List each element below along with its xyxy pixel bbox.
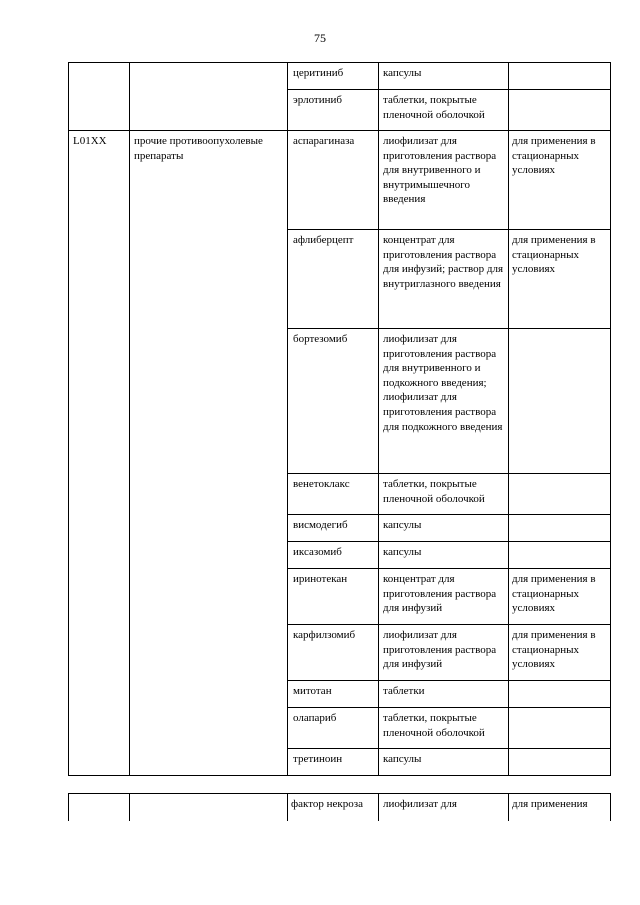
- note-cell: [509, 474, 611, 515]
- code-cell: [69, 63, 130, 131]
- page-number: 75: [314, 31, 326, 45]
- drug-name-cell: церитиниб: [288, 63, 379, 90]
- dosage-form-cell: таблетки, покрытые пленочной оболочкой: [379, 708, 509, 749]
- dosage-form-cell: таблетки, покрытые пленочной оболочкой: [379, 90, 509, 131]
- dosage-form-cell: лиофилизат для: [379, 794, 509, 822]
- note-cell: [509, 90, 611, 131]
- dosage-form-cell: капсулы: [379, 749, 509, 776]
- drug-table-continuation: [68, 793, 611, 821]
- note-cell: [509, 749, 611, 776]
- dosage-form-cell: таблетки: [379, 681, 509, 708]
- table-row: [69, 63, 611, 90]
- drug-name-cell: эрлотиниб: [288, 90, 379, 131]
- drug-name-cell: фактор некроза: [288, 794, 379, 822]
- code-cell: [69, 794, 130, 822]
- dosage-form-cell: лиофилизат для приготовления раствора для инфузий: [379, 625, 509, 681]
- dosage-form-cell: концентрат для приготовления раствора для инфузий; раствор для внутриглазного введения: [379, 230, 509, 329]
- drug-name-cell: венетоклакс: [288, 474, 379, 515]
- dosage-form-cell: концентрат для приготовления раствора для инфузий: [379, 569, 509, 625]
- group-name-cell: [130, 63, 288, 131]
- dosage-form-cell: лиофилизат для приготовления раствора для внутривенного и подкожного введения; лиофилизат для приготовления раствора для подкожного введения: [379, 329, 509, 474]
- atc-code-cell: L01XX: [69, 131, 130, 776]
- drug-name-cell: иринотекан: [288, 569, 379, 625]
- drug-name-cell: карфилзомиб: [288, 625, 379, 681]
- table-row: [69, 794, 611, 822]
- note-cell: для применения в стационарных условиях: [509, 569, 611, 625]
- drug-name-cell: висмодегиб: [288, 515, 379, 542]
- drug-name-cell: олапариб: [288, 708, 379, 749]
- dosage-form-cell: капсулы: [379, 63, 509, 90]
- note-cell: для применения в стационарных условиях: [509, 131, 611, 230]
- note-cell: [509, 329, 611, 474]
- drug-name-cell: бортезомиб: [288, 329, 379, 474]
- drug-name-cell: аспарагиназа: [288, 131, 379, 230]
- note-cell: [509, 542, 611, 569]
- drug-table: [68, 62, 611, 776]
- note-cell: [509, 515, 611, 542]
- note-cell: [509, 63, 611, 90]
- atc-group-name-cell: прочие противоопухолевые препараты: [130, 131, 288, 776]
- drug-name-cell: афлиберцепт: [288, 230, 379, 329]
- note-cell: для применения: [509, 794, 611, 822]
- dosage-form-cell: таблетки, покрытые пленочной оболочкой: [379, 474, 509, 515]
- dosage-form-cell: капсулы: [379, 515, 509, 542]
- table-row: [69, 131, 611, 230]
- group-name-cell: [130, 794, 288, 822]
- note-cell: для применения в стационарных условиях: [509, 230, 611, 329]
- note-cell: [509, 708, 611, 749]
- drug-name-cell: иксазомиб: [288, 542, 379, 569]
- note-cell: для применения в стационарных условиях: [509, 625, 611, 681]
- drug-name-cell: третиноин: [288, 749, 379, 776]
- dosage-form-cell: лиофилизат для приготовления раствора для внутривенного и внутримышечного введения: [379, 131, 509, 230]
- note-cell: [509, 681, 611, 708]
- dosage-form-cell: капсулы: [379, 542, 509, 569]
- drug-name-cell: митотан: [288, 681, 379, 708]
